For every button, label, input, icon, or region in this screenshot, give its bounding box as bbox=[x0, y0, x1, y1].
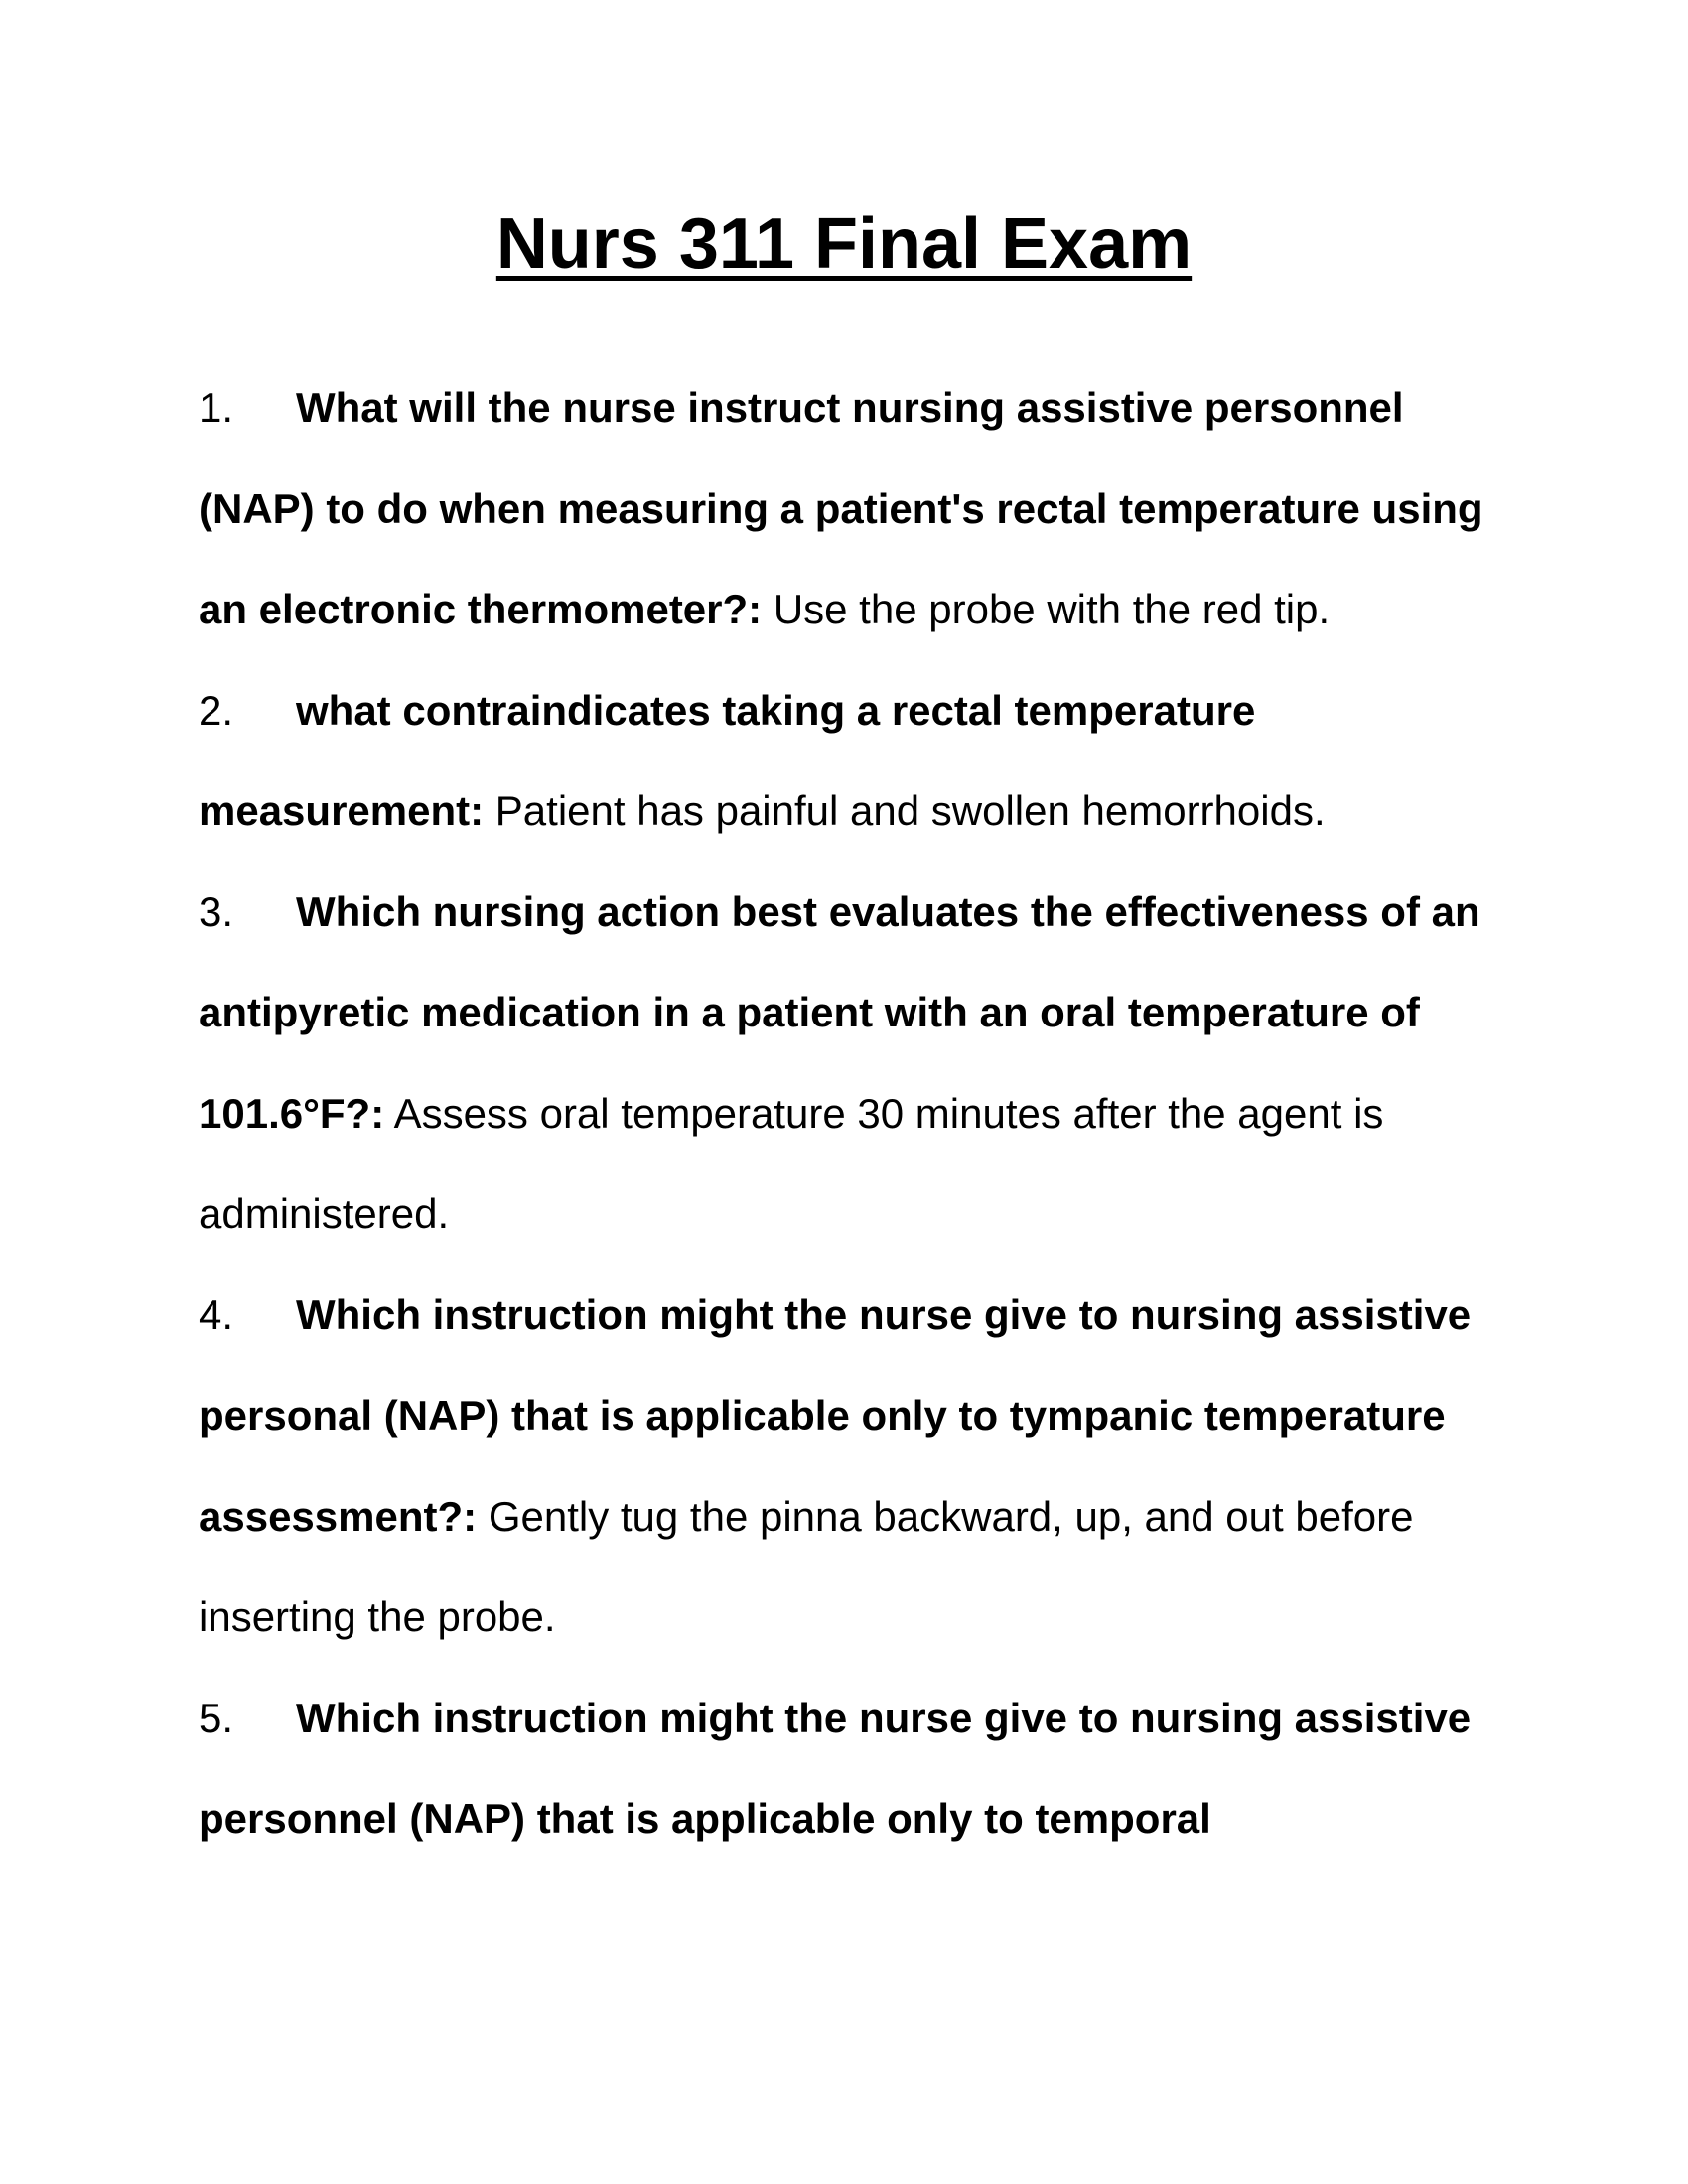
question-item-3 bbox=[199, 862, 1489, 1265]
question-item-4 bbox=[199, 1265, 1489, 1668]
question-item-1 bbox=[199, 357, 1489, 660]
question-number: 5. bbox=[199, 1694, 234, 1741]
question-text: Which nursing action best evaluates the effectiveness of an antipyretic medication in a patient with an oral temperature of 101.6°F?: bbox=[199, 887, 1480, 1137]
question-text: Which instruction might the nurse give to nursing assistive personnel (NAP) that is applicable only to temporal bbox=[199, 1694, 1472, 1842]
question-number: 1. bbox=[199, 384, 234, 431]
question-text: What will the nurse instruct nursing assistive personnel (NAP) to do when measuring a patient's rectal temperature using an electronic thermometer?: bbox=[199, 384, 1483, 632]
answer-text: Assess oral temperature 30 minutes after the agent is administered. bbox=[199, 1089, 1384, 1237]
answer-text: Gently tug the pinna backward, up, and out before inserting the probe. bbox=[199, 1492, 1414, 1640]
question-item-2 bbox=[199, 660, 1489, 862]
answer-text: Use the probe with the red tip. bbox=[773, 586, 1331, 632]
question-text: what contraindicates taking a rectal temperature measurement: bbox=[199, 686, 1256, 834]
question-number: 2. bbox=[199, 686, 234, 734]
question-list bbox=[199, 357, 1489, 1869]
question-item-5 bbox=[199, 1668, 1489, 1869]
question-number: 3. bbox=[199, 887, 234, 935]
question-text: Which instruction might the nurse give to nursing assistive personal (NAP) that is applicable only to tympanic temperature assessment?: bbox=[199, 1291, 1472, 1540]
page-title bbox=[0, 195, 1688, 294]
page-title-text: Nurs 311 Final Exam bbox=[495, 205, 1193, 284]
answer-text: Patient has painful and swollen hemorrhoids. bbox=[494, 787, 1326, 834]
question-number: 4. bbox=[199, 1291, 234, 1338]
